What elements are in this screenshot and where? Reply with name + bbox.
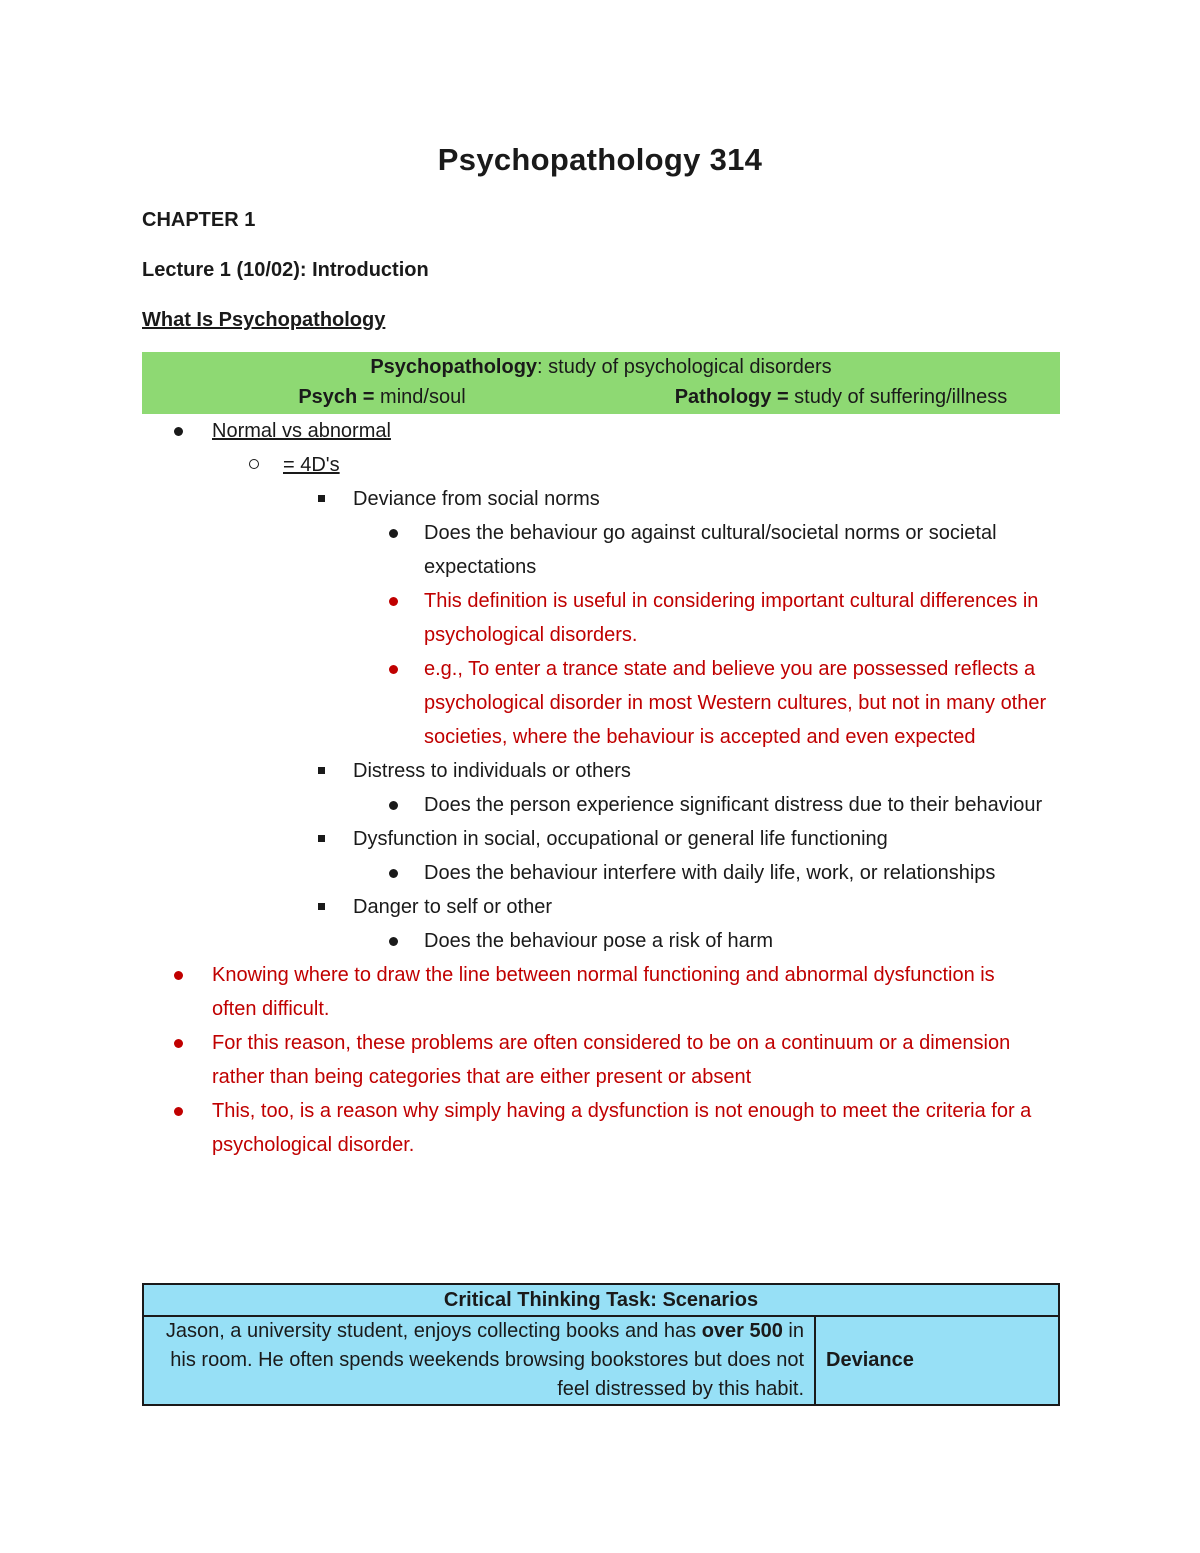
list-item xyxy=(0,482,1200,516)
definition-pathology xyxy=(622,386,1060,409)
bullet-icon xyxy=(174,1039,183,1048)
scenario-emphasis: over 500 xyxy=(701,1320,783,1342)
definition-main xyxy=(142,356,1060,379)
item-text: Does the behaviour go against cultural/societal norms or societal expectations xyxy=(424,522,997,578)
bullet-icon xyxy=(389,869,398,878)
definition-box xyxy=(142,352,1060,414)
bullet-icon xyxy=(174,427,183,436)
list-item xyxy=(0,890,1200,924)
psych-term: Psych = xyxy=(298,386,375,408)
item-text: Does the behaviour interfere with daily life, work, or relationships xyxy=(424,862,996,884)
bullet-icon xyxy=(389,529,398,538)
item-text: This, too, is a reason why simply having a dysfunction is not enough to meet the criteria for a psychological disorder. xyxy=(212,1100,1032,1156)
bullet-icon xyxy=(389,665,398,674)
list-item xyxy=(0,856,1200,890)
square-bullet-icon xyxy=(318,767,325,774)
hollow-bullet-icon xyxy=(249,459,259,469)
definition-term: Psychopathology xyxy=(370,356,538,378)
psych-meaning: mind/soul xyxy=(374,386,466,408)
list-item xyxy=(0,958,1200,1026)
item-text: Deviance from social norms xyxy=(353,488,600,510)
definition-text: : study of psychological disorders xyxy=(537,356,832,378)
outline-list xyxy=(0,414,1200,1162)
table-row xyxy=(143,1316,1059,1405)
list-item xyxy=(0,822,1200,856)
pathology-term: Pathology = xyxy=(674,386,789,408)
item-text: Normal vs abnormal xyxy=(212,420,391,442)
bullet-icon xyxy=(389,801,398,810)
pathology-meaning: study of suffering/illness xyxy=(788,386,1008,408)
square-bullet-icon xyxy=(318,495,325,502)
list-item xyxy=(0,516,1200,584)
table-header: Critical Thinking Task: Scenarios xyxy=(143,1284,1059,1316)
critical-thinking-table xyxy=(142,1283,1060,1406)
item-text: Does the person experience significant distress due to their behaviour xyxy=(424,794,1043,816)
item-text: Dysfunction in social, occupational or general life functioning xyxy=(353,828,888,850)
bullet-icon xyxy=(389,937,398,946)
scenario-text: in his room. He often spends weekends browsing bookstores but does not feel distressed by this habit. xyxy=(170,1320,804,1400)
list-item xyxy=(0,448,1200,482)
answer-cell: Deviance xyxy=(815,1316,1059,1405)
definition-psych xyxy=(142,386,622,409)
bullet-icon xyxy=(174,1107,183,1116)
item-text: For this reason, these problems are often considered to be on a continuum or a dimension rather than being categories that are either present or absent xyxy=(212,1032,1011,1088)
bullet-icon xyxy=(174,971,183,980)
list-item xyxy=(0,414,1200,448)
lecture-heading: Lecture 1 (10/02): Introduction xyxy=(142,259,429,281)
scenario-text: Jason, a university student, enjoys collecting books and has xyxy=(165,1320,702,1342)
chapter-heading: CHAPTER 1 xyxy=(142,209,256,231)
list-item xyxy=(0,584,1200,652)
square-bullet-icon xyxy=(318,903,325,910)
document-title: Psychopathology 314 xyxy=(437,142,763,177)
bullet-icon xyxy=(389,597,398,606)
item-text: Distress to individuals or others xyxy=(353,760,631,782)
list-item xyxy=(0,754,1200,788)
section-heading: What Is Psychopathology xyxy=(142,309,386,331)
item-text: = 4D's xyxy=(283,454,340,476)
square-bullet-icon xyxy=(318,835,325,842)
item-text: This definition is useful in considering important cultural differences in psychological disorders. xyxy=(424,590,1039,646)
list-item xyxy=(0,1094,1200,1162)
list-item xyxy=(0,924,1200,958)
item-text: e.g., To enter a trance state and believe you are possessed reflects a psychological disorder in most Western cultures, but not in many other societies, where the behaviour is accepted and even expected xyxy=(424,658,1047,748)
list-item xyxy=(0,652,1200,754)
list-item xyxy=(0,788,1200,822)
scenario-cell xyxy=(143,1316,815,1405)
item-text: Does the behaviour pose a risk of harm xyxy=(424,930,774,952)
list-item xyxy=(0,1026,1200,1094)
item-text: Danger to self or other xyxy=(353,896,552,918)
item-text: Knowing where to draw the line between normal functioning and abnormal dysfunction is often difficult. xyxy=(212,964,995,1020)
